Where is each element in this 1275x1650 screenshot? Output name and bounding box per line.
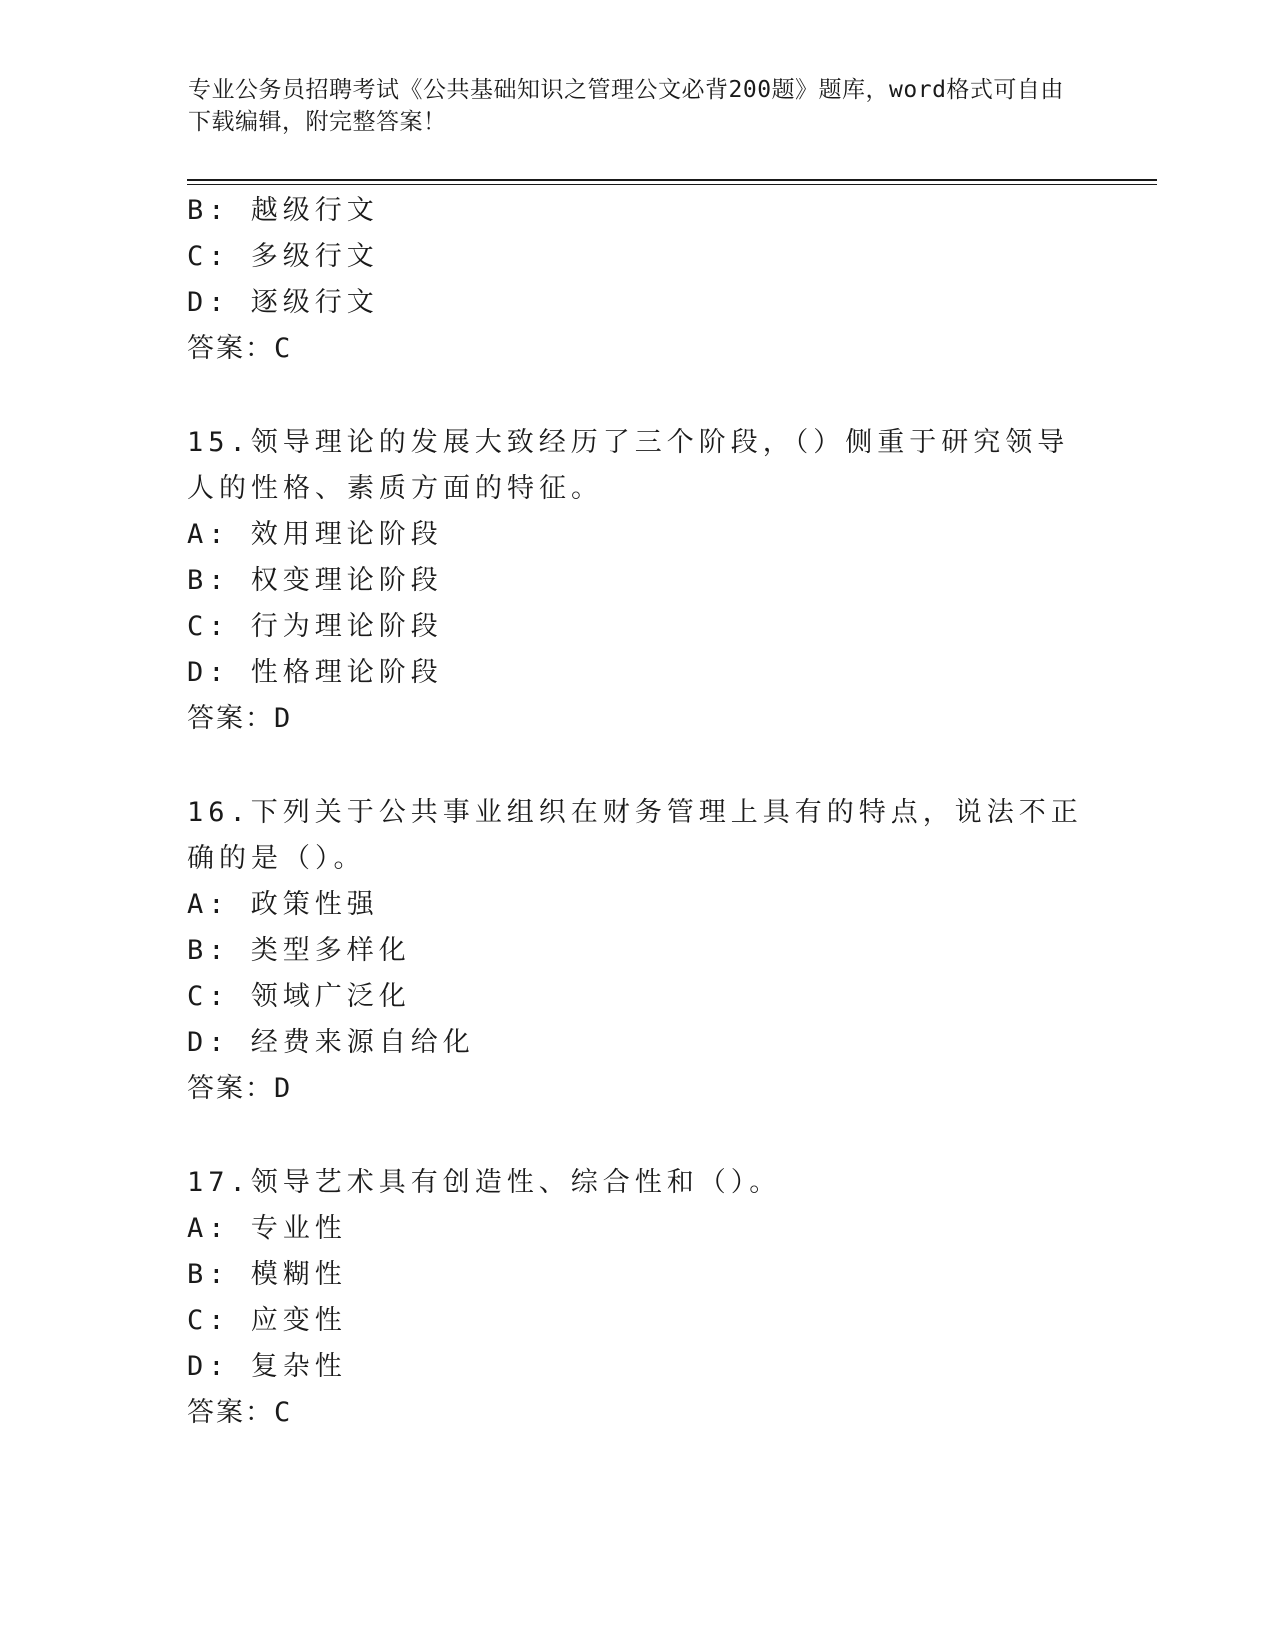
option-b: B: 类型多样化 bbox=[187, 935, 411, 966]
question-block-17 bbox=[187, 1160, 1087, 1436]
document-body bbox=[187, 188, 1087, 1484]
question-block-15 bbox=[187, 420, 1087, 742]
option-c: C: 多级行文 bbox=[187, 241, 379, 272]
option-c: C: 领域广泛化 bbox=[187, 981, 411, 1012]
header-rule-thin bbox=[187, 184, 1157, 185]
option-c: C: 行为理论阶段 bbox=[187, 611, 443, 642]
answer-line: 答案：C bbox=[187, 1397, 293, 1428]
question-block-16 bbox=[187, 790, 1087, 1112]
answer-line: 答案：D bbox=[187, 1073, 293, 1104]
question-text: 16.下列关于公共事业组织在财务管理上具有的特点，说法不正确的是（）。 bbox=[187, 797, 1083, 874]
option-b: B: 模糊性 bbox=[187, 1259, 347, 1290]
answer-line: 答案：D bbox=[187, 703, 293, 734]
answer-line: 答案：C bbox=[187, 333, 293, 364]
question-text: 15.领导理论的发展大致经历了三个阶段，（）侧重于研究领导人的性格、素质方面的特征。 bbox=[187, 427, 1070, 504]
option-a: A: 效用理论阶段 bbox=[187, 519, 443, 550]
option-d: D: 逐级行文 bbox=[187, 287, 379, 318]
header-rule-thick bbox=[187, 179, 1157, 181]
option-a: A: 专业性 bbox=[187, 1213, 347, 1244]
option-b: B: 越级行文 bbox=[187, 195, 379, 226]
option-d: D: 经费来源自给化 bbox=[187, 1027, 475, 1058]
option-b: B: 权变理论阶段 bbox=[187, 565, 443, 596]
option-a: A: 政策性强 bbox=[187, 889, 379, 920]
document-header: 专业公务员招聘考试《公共基础知识之管理公文必背200题》题库，word格式可自由下载编辑，附完整答案！ bbox=[188, 77, 1064, 135]
question-block-prev bbox=[187, 188, 1087, 372]
option-d: D: 性格理论阶段 bbox=[187, 657, 443, 688]
option-c: C: 应变性 bbox=[187, 1305, 347, 1336]
question-text: 17.领导艺术具有创造性、综合性和（）。 bbox=[187, 1167, 782, 1198]
option-d: D: 复杂性 bbox=[187, 1351, 347, 1382]
